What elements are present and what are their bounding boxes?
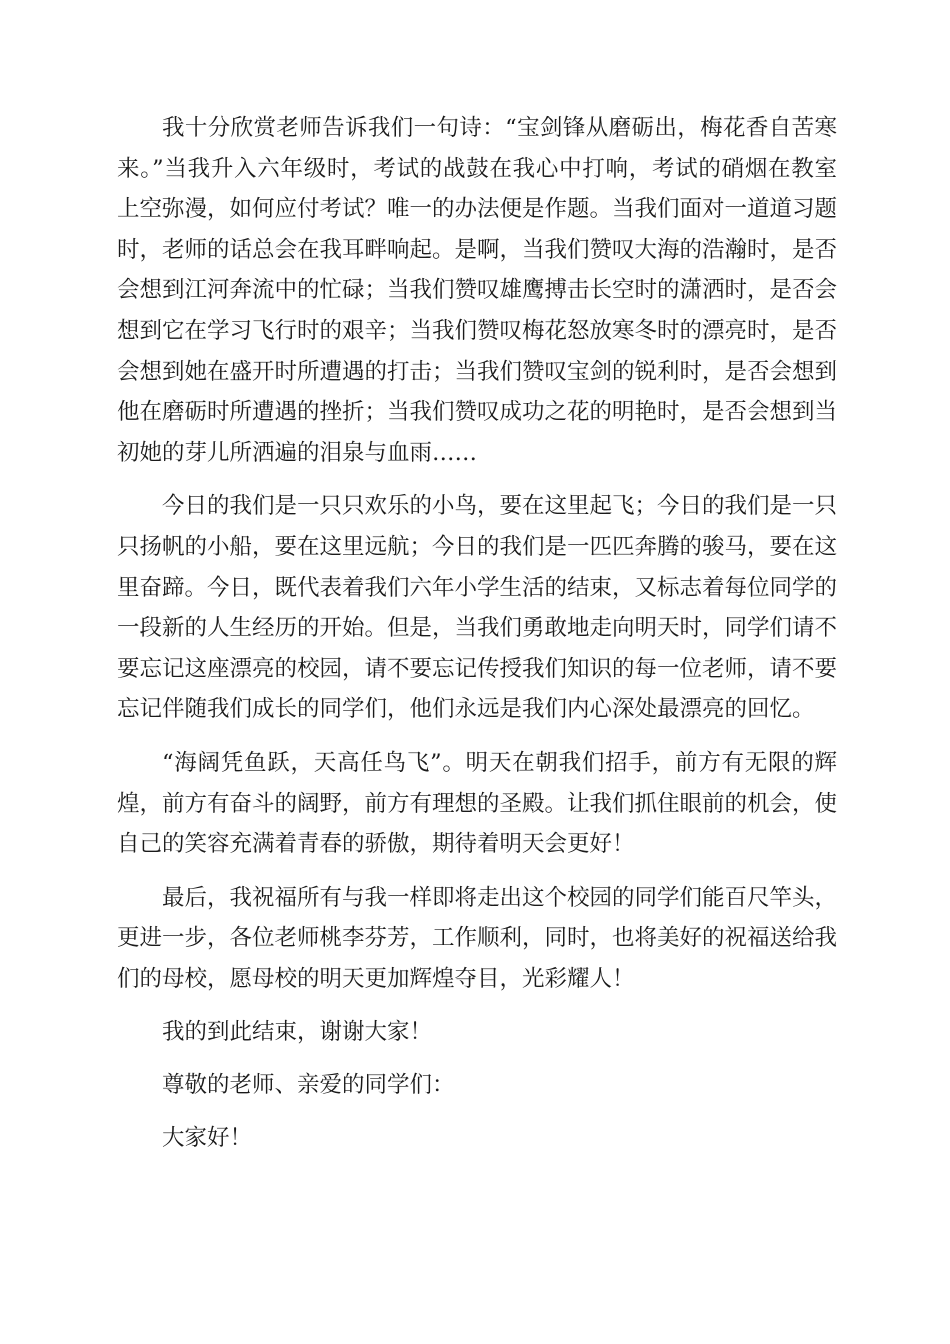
closing-line: 我的到此结束，谢谢大家！: [162, 1019, 433, 1046]
paragraph-1: 我十分欣赏老师告诉我们一句诗：“宝剑锋从磨砺出，梅花香自苦寒来。”当我升入六年级时，考试的战鼓在我心中打响，考试的硝烟在教室上空弥漫，如何应付考试？唯一的办法便是作题。当我们面对一道道习题时，老师的话总会在我耳畔响起。是啊，当我们赞叹大海的浩瀚时，是否会想到江河奔流中的忙碌；当我们赞叹雄鹰搏击长空时的潇洒时，是否会想到它在学习飞行时的艰辛；当我们赞叹梅花怒放寒冬时的漂亮时，是否会想到她在盛开时所遭遇的打击；当我们赞叹宝剑的锐利时，是否会想到他在磨砺时所遭遇的挫折；当我们赞叹成功之花的明艳时，是否会想到当初她的芽儿所洒遍的泪泉与血雨……: [117, 115, 838, 466]
document-body: [117, 108, 837, 1170]
greeting-line: 大家好！: [162, 1124, 253, 1151]
salutation-line: 尊敬的老师、亲爱的同学们：: [162, 1072, 455, 1099]
paragraph-2: 今日的我们是一只只欢乐的小鸟，要在这里起飞；今日的我们是一只只扬帆的小船，要在这里远航；今日的我们是一匹匹奔腾的骏马，要在这里奋蹄。今日，既代表着我们六年小学生活的结束，又标志着每位同学的一段新的人生经历的开始。但是，当我们勇敢地走向明天时，同学们请不要忘记这座漂亮的校园，请不要忘记传授我们知识的每一位老师，请不要忘记伴随我们成长的同学们，他们永远是我们内心深处最漂亮的回忆。: [117, 493, 838, 723]
paragraph-3: “海阔凭鱼跃，天高任鸟飞”。明天在朝我们招手，前方有无限的辉煌，前方有奋斗的阔野，前方有理想的圣殿。让我们抓住眼前的机会，使自己的笑容充满着青春的骄傲，期待着明天会更好！: [117, 749, 838, 858]
paragraph-4: 最后，我祝福所有与我一样即将走出这个校园的同学们能百尺竿头，更进一步，各位老师桃李芬芳，工作顺利，同时，也将美好的祝福送给我们的母校，愿母校的明天更加辉煌夺目，光彩耀人！: [117, 884, 838, 992]
